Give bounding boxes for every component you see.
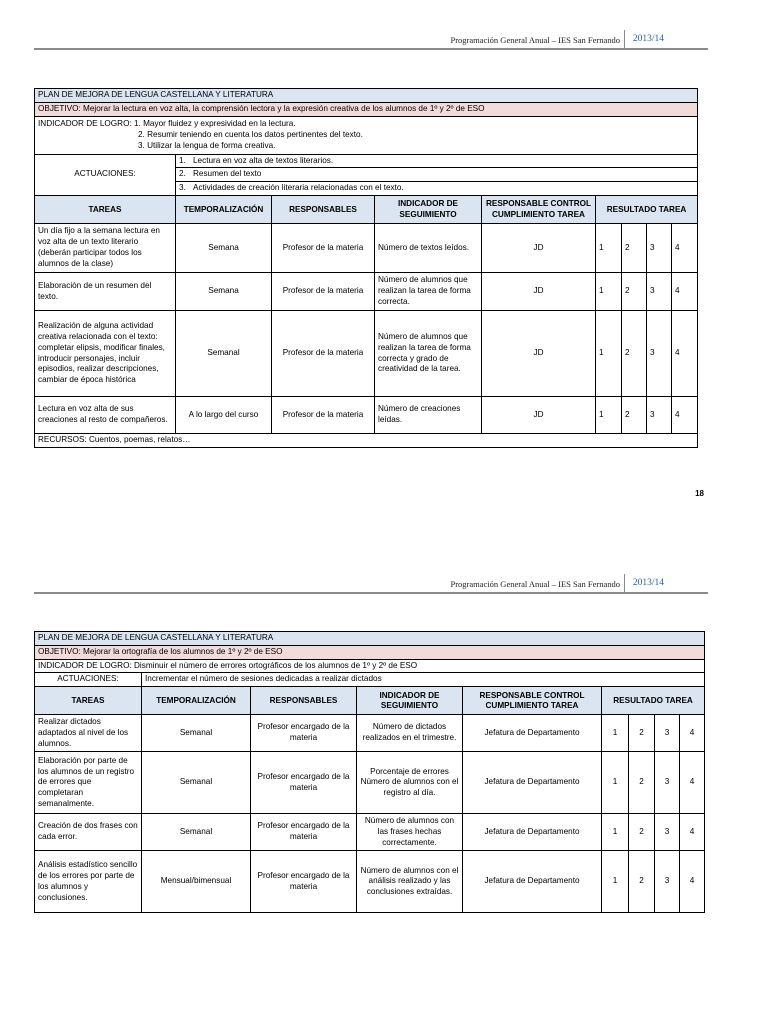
achievement-indicator — [35, 116, 698, 154]
header-title: Programación General Anual – IES San Fernando — [450, 579, 620, 589]
control-cell: JD — [482, 397, 596, 434]
result-option: 2 — [629, 715, 655, 752]
result-option: 3 — [647, 311, 672, 397]
result-option: 2 — [629, 752, 655, 814]
task-cell: Lectura en voz alta de sus creaciones al resto de compañeros. — [35, 397, 176, 434]
result-option: 4 — [672, 273, 698, 311]
responsible-cell: Profesor de la materia — [272, 224, 375, 273]
table-row — [35, 311, 698, 397]
plan-title: PLAN DE MEJORA DE LENGUA CASTELLANA Y LITERATURA — [35, 632, 705, 646]
result-option: 1 — [596, 273, 622, 311]
table-row — [35, 224, 698, 273]
responsible-cell: Profesor de la materia — [272, 397, 375, 434]
table-row — [35, 752, 705, 814]
result-option: 1 — [596, 397, 622, 434]
control-cell: JD — [482, 224, 596, 273]
objective: OBJETIVO: Mejorar la ortografía de los alumnos de 1º y 2º de ESO — [35, 645, 705, 659]
control-cell: Jefatura de Departamento — [463, 851, 602, 913]
column-header: INDICADOR DE SEGUIMIENTO — [375, 196, 482, 224]
result-option: 4 — [680, 814, 705, 851]
objective: OBJETIVO: Mejorar la lectura en voz alta, la comprensión lectora y la expresión creativa de los alumnos de 1º y 2º de ESO — [35, 102, 698, 116]
indicator-item: 3. Utilizar la lengua de forma creativa. — [138, 140, 276, 150]
responsible-cell: Profesor encargado de la materia — [251, 715, 357, 752]
indicator-cell: Número de alumnos que realizan la tarea de forma correcta. — [375, 273, 482, 311]
column-header: RESPONSABLES — [251, 687, 357, 715]
column-header: RESPONSABLES — [272, 196, 375, 224]
indicator-cell: Número de alumnos que realizan la tarea de forma correcta y grado de creatividad de la tarea. — [375, 311, 482, 397]
table-row — [35, 273, 698, 311]
indicator-label: INDICADOR DE LOGRO: — [38, 118, 134, 128]
task-cell: Realizar dictados adaptados al nivel de los alumnos. — [35, 715, 142, 752]
timing-cell: Semana — [176, 224, 272, 273]
task-cell: Análisis estadístico sencillo de los errores por parte de los alumnos y conclusiones. — [35, 851, 142, 913]
indicator-cell: Número de textos leídos. — [375, 224, 482, 273]
control-cell: Jefatura de Departamento — [463, 752, 602, 814]
column-header: INDICADOR DE SEGUIMIENTO — [357, 687, 463, 715]
column-header: TEMPORALIZACIÓN — [142, 687, 251, 715]
column-header: RESPONSABLE CONTROL CUMPLIMIENTO TAREA — [482, 196, 596, 224]
page-header — [34, 576, 708, 594]
responsible-cell: Profesor de la materia — [272, 273, 375, 311]
result-option: 4 — [680, 851, 705, 913]
result-option: 1 — [596, 311, 622, 397]
header-title: Programación General Anual – IES San Fernando — [450, 35, 620, 45]
result-option: 4 — [680, 715, 705, 752]
indicator-cell: Número de alumnos con el análisis realizado y las conclusiones extraídas. — [357, 851, 463, 913]
column-header: RESULTADO TAREA — [596, 196, 698, 224]
indicator-cell: Número de dictados realizados en el trimestre. — [357, 715, 463, 752]
header-rule — [34, 48, 708, 50]
table-row — [35, 851, 705, 913]
header-rule — [34, 592, 708, 594]
result-option: 3 — [647, 224, 672, 273]
header-year: 2013/14 — [632, 578, 664, 588]
result-option: 2 — [622, 311, 647, 397]
timing-cell: Semanal — [142, 715, 251, 752]
responsible-cell: Profesor encargado de la materia — [251, 814, 357, 851]
control-cell: Jefatura de Departamento — [463, 715, 602, 752]
result-option: 2 — [622, 224, 647, 273]
action-item: 2. Resumen del texto — [176, 168, 698, 182]
result-option: 2 — [629, 814, 655, 851]
resources: RECURSOS: Cuentos, poemas, relatos… — [35, 434, 698, 448]
plan-table-spelling — [34, 631, 705, 913]
result-option: 1 — [602, 814, 629, 851]
task-cell: Elaboración por parte de los alumnos de un registro de errores que completaran semanalmente. — [35, 752, 142, 814]
task-cell: Creación de dos frases con cada error. — [35, 814, 142, 851]
result-option: 3 — [655, 715, 680, 752]
responsible-cell: Profesor de la materia — [272, 311, 375, 397]
result-option: 2 — [629, 851, 655, 913]
header-separator — [624, 574, 625, 592]
control-cell: Jefatura de Departamento — [463, 814, 602, 851]
task-cell: Realización de alguna actividad creativa relacionada con el texto: completar elipsis, modificar finales, introducir personajes, incluir episodios, realizar descripciones, cambiar de época histórica — [35, 311, 176, 397]
result-option: 1 — [602, 752, 629, 814]
indicator-cell: Porcentaje de errores Número de alumnos con el registro al día. — [357, 752, 463, 814]
indicator-cell: Número de alumnos con las frases hechas correctamente. — [357, 814, 463, 851]
timing-cell: Semanal — [142, 814, 251, 851]
action-item: 1. Lectura en voz alta de textos literarios. — [176, 154, 698, 168]
result-option: 2 — [622, 273, 647, 311]
table-row — [35, 397, 698, 434]
timing-cell: A lo largo del curso — [176, 397, 272, 434]
result-option: 2 — [622, 397, 647, 434]
timing-cell: Semana — [176, 273, 272, 311]
control-cell: JD — [482, 311, 596, 397]
timing-cell: Semanal — [176, 311, 272, 397]
result-option: 1 — [602, 715, 629, 752]
column-header: TAREAS — [35, 196, 176, 224]
header-year: 2013/14 — [632, 34, 664, 44]
header-separator — [624, 30, 625, 48]
table-row — [35, 814, 705, 851]
result-option: 1 — [602, 851, 629, 913]
responsible-cell: Profesor encargado de la materia — [251, 752, 357, 814]
result-option: 4 — [680, 752, 705, 814]
actions-label: ACTUACIONES: — [35, 154, 176, 195]
result-option: 1 — [596, 224, 622, 273]
table-row — [35, 715, 705, 752]
achievement-indicator: INDICADOR DE LOGRO: Disminuir el número de errores ortográficos de los alumnos de 1º y 2º de ESO — [35, 659, 705, 673]
indicator-item: 2. Resumir teniendo en cuenta los datos pertinentes del texto. — [138, 129, 363, 139]
indicator-cell: Número de creaciones leídas. — [375, 397, 482, 434]
result-option: 3 — [655, 752, 680, 814]
result-option: 4 — [672, 224, 698, 273]
result-option: 4 — [672, 397, 698, 434]
actions-label: ACTUACIONES: — [35, 673, 142, 687]
plan-table-reading — [34, 88, 698, 448]
result-option: 3 — [647, 397, 672, 434]
result-option: 3 — [655, 814, 680, 851]
column-header: RESPONSABLE CONTROL CUMPLIMIENTO TAREA — [463, 687, 602, 715]
task-cell: Un día fijo a la semana lectura en voz alta de un texto literario (deberán participar todos los alumnos de la clase) — [35, 224, 176, 273]
result-option: 3 — [655, 851, 680, 913]
page-number: 18 — [695, 489, 704, 498]
column-header: RESULTADO TAREA — [602, 687, 705, 715]
task-cell: Elaboración de un resumen del texto. — [35, 273, 176, 311]
result-option: 4 — [672, 311, 698, 397]
control-cell: JD — [482, 273, 596, 311]
responsible-cell: Profesor encargado de la materia — [251, 851, 357, 913]
result-option: 3 — [647, 273, 672, 311]
column-header: TAREAS — [35, 687, 142, 715]
column-header: TEMPORALIZACIÓN — [176, 196, 272, 224]
timing-cell: Mensual/bimensual — [142, 851, 251, 913]
plan-title: PLAN DE MEJORA DE LENGUA CASTELLANA Y LITERATURA — [35, 89, 698, 103]
indicator-item: 1. Mayor fluidez y expresividad en la lectura. — [134, 118, 296, 128]
timing-cell: Semanal — [142, 752, 251, 814]
action-item: 3. Actividades de creación literaria relacionadas con el texto. — [176, 182, 698, 196]
action-item: Incrementar el número de sesiones dedicadas a realizar dictados — [142, 673, 705, 687]
page-header — [34, 32, 708, 50]
